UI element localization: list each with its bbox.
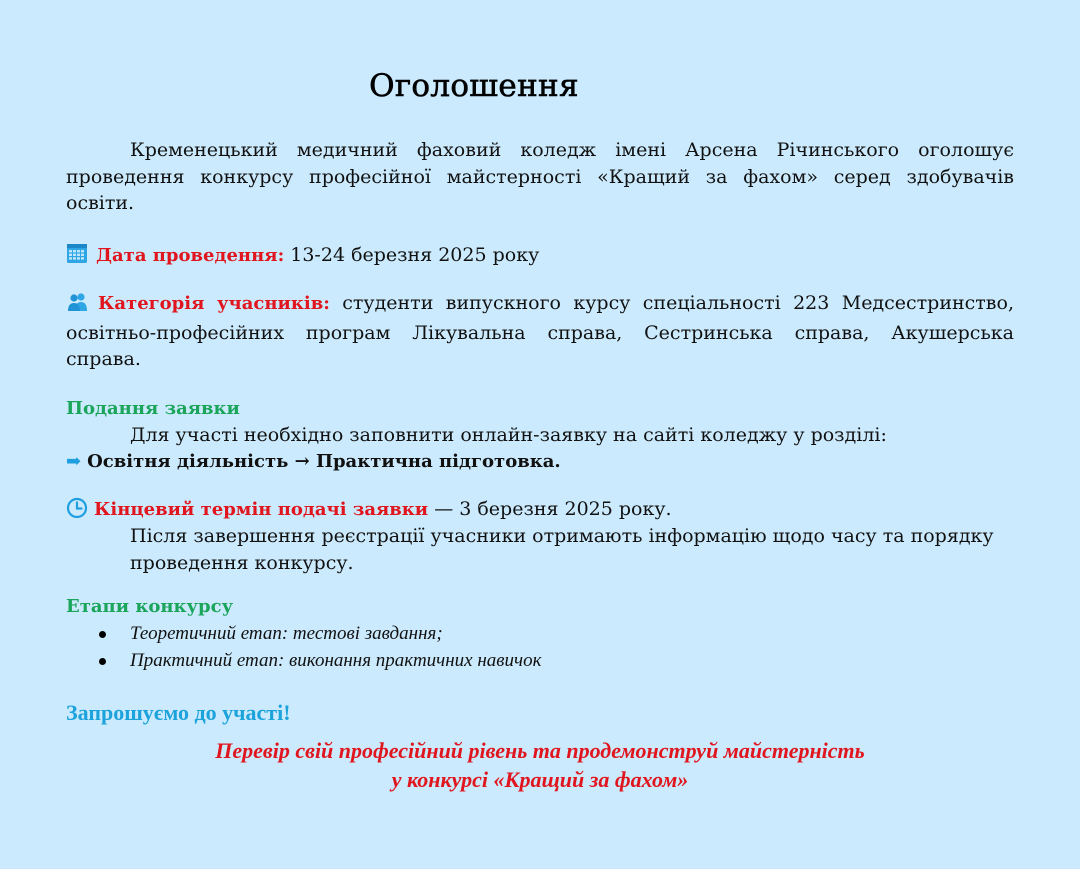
application-path [66,449,1014,476]
calendar-icon [66,242,88,272]
arrow-right-icon: ➡ [66,451,82,472]
bullet-icon [99,658,106,665]
stages-list [66,620,1014,674]
stage-item-text: Практичний етап: виконання практичних навичок [130,650,542,671]
event-date-row [66,242,1014,272]
page-title: Оголошення [369,68,579,104]
event-date-value: 13-24 березня 2025 року [284,244,540,266]
deadline-value: — 3 березня 2025 року. [428,498,672,520]
application-path-link: Освітня діяльність → Практична підготовка. [87,451,561,472]
deadline-note: Після завершення реєстрації учасники отримають інформацію щодо часу та порядку проведення конкурсу. [130,525,994,574]
participants-category-label: Категорія учасників: [98,293,330,314]
deadline-label: Кінцевий термін подачі заявки [94,499,429,520]
stages-heading: Етапи конкурсу [66,596,234,617]
deadline-row [66,496,1014,527]
slogan-line-1: Перевір свій професійний рівень та продемонструй майстерність [215,738,865,763]
bullet-icon [99,631,106,638]
invitation-heading: Запрошуємо до участі! [66,700,291,725]
stage-item-text: Теоретичний етап: тестові завдання; [130,623,443,644]
stage-item [66,620,1014,647]
slogan [66,736,1014,794]
participants-category [66,290,1014,373]
users-icon [66,292,90,320]
application-text: Для участі необхідно заповнити онлайн-заявку на сайті коледжу у розділі: [130,424,887,446]
stage-item [66,647,1014,674]
event-date-label: Дата проведення: [96,245,285,266]
intro-paragraph: Кременецький медичний фаховий коледж імені Арсена Річинського оголошує проведення конкурсу професійної майстерності «Кращий за фахом» серед здобувачів освіти. [66,139,1014,214]
participants-category-value: студенти випускного курсу спеціальності 223 Медсестринство, освітньо-професійних програм Лікувальна справа, Сестринська справа, Акушерська справа. [66,292,1014,370]
application-heading: Подання заявки [66,398,240,419]
clock-icon [66,497,88,527]
slogan-line-2: у конкурсі «Кращий за фахом» [391,767,689,792]
